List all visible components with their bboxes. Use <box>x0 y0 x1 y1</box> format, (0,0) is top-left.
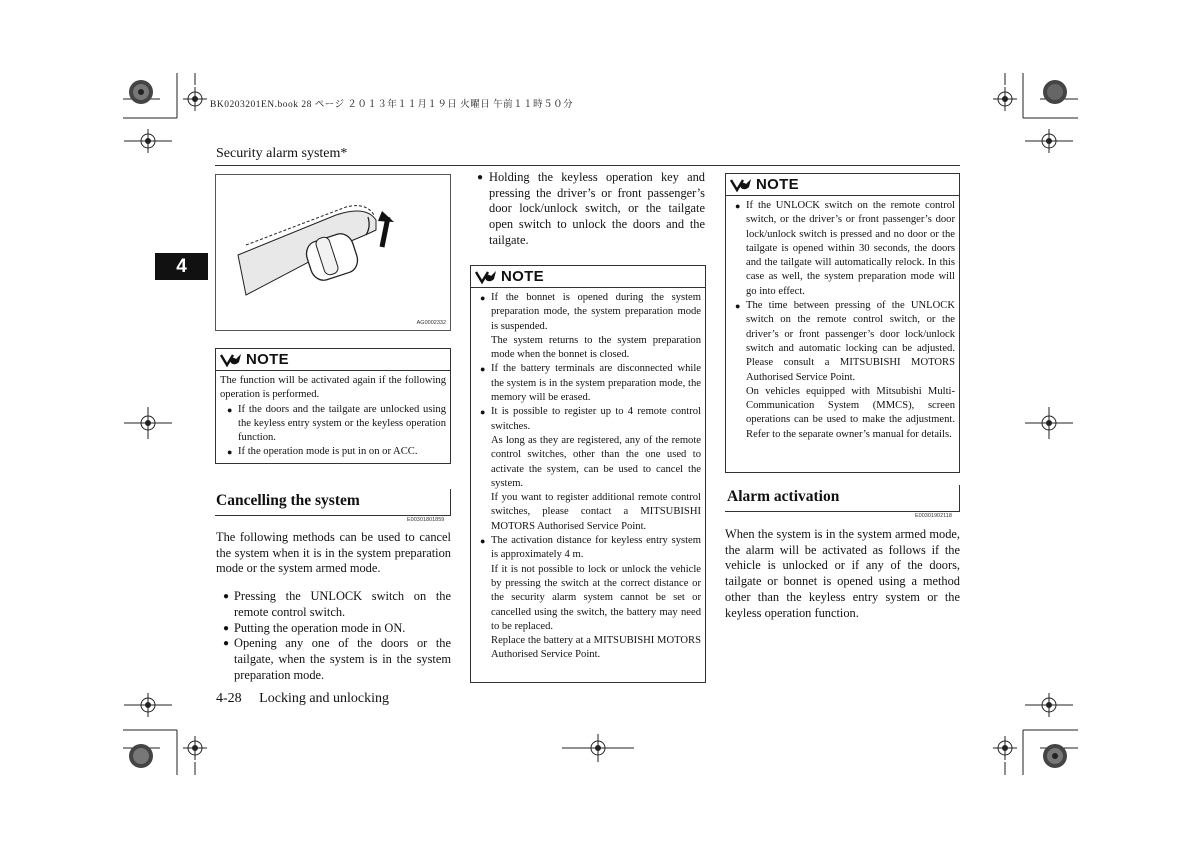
heading-rule <box>959 485 960 511</box>
note-item: ● The activation distance for keyless entry system is approximately 4 m. <box>480 534 701 563</box>
note-item: ● If the battery terminals are disconnected while the system is in the system preparation mode, the memory will be erased. <box>480 362 701 405</box>
note-extra: As long as they are registered, any of the remote control switches, other than the one used to activate the system, can be used to cancel the system. <box>491 434 701 489</box>
header-rule <box>215 165 960 166</box>
note-item: ● If the bonnet is opened during the system preparation mode, the system preparation mode is suspended. <box>480 291 701 334</box>
note-title: NOTE <box>501 268 544 285</box>
note-item: ● If the doors and the tailgate are unlocked using the keyless entry system or the keyless operation function. <box>227 403 446 446</box>
chapter-tab: 4 <box>155 253 208 280</box>
page-section-title: Security alarm system* <box>216 146 348 161</box>
heading-underline <box>215 515 451 516</box>
cancel-method: ● Holding the keyless operation key and pressing the driver’s or front passenger’s door lock/unlock switch, or the tailgate open switch to unlock the doors and the tailgate. <box>477 170 705 249</box>
note-extra: Replace the battery at a MITSUBISHI MOTORS Authorised Service Point. <box>491 635 701 661</box>
page-number: 4-28 <box>216 691 242 706</box>
heading-underline <box>725 511 960 512</box>
note-box-right <box>725 173 960 473</box>
middle-top-text <box>477 170 705 249</box>
note-body <box>471 288 705 665</box>
note-title: NOTE <box>246 351 289 368</box>
note-extra: If it is not possible to lock or unlock the vehicle by pressing the switch at the correct distance or the security alarm system cannot be set or cancelled using the switch, the battery may need to be replaced. <box>491 563 701 632</box>
note-extra: The system returns to the system preparation mode when the bonnet is closed. <box>491 334 701 361</box>
cancel-method: ● Opening any one of the doors or the tailgate, when the system is in the system preparation mode. <box>216 636 451 683</box>
note-header <box>726 174 959 196</box>
note-item: ● It is possible to register up to 4 remote control switches. <box>480 405 701 434</box>
section-code: E00301801859 <box>407 517 445 523</box>
door-handle-illustration <box>216 175 450 330</box>
note-item: ● If the UNLOCK switch on the remote control switch, or the driver’s or front passenger’s door lock/unlock switch is pressed and no door or the tailgate is opened within 30 seconds, the doors and the tailgate will automatically relock. In this case as well, the system preparation mode will go into effect. <box>735 199 955 299</box>
hand-check-icon <box>474 269 498 285</box>
heading-rule <box>450 489 451 515</box>
note-header <box>216 349 450 371</box>
section-code: E00301902118 <box>915 513 952 519</box>
figure-code: AG0002332 <box>416 320 446 326</box>
note-title: NOTE <box>756 176 799 193</box>
cancel-method: ● Pressing the UNLOCK switch on the remote control switch. <box>216 589 451 620</box>
note-body <box>216 371 450 462</box>
note-extra: If you want to register additional remote control switches, please contact a MITSUBISHI MOTORS Authorised Service Point. <box>491 492 701 532</box>
note-item: ● The time between pressing of the UNLOCK switch on the remote control switch, or the driver’s or front passenger’s door lock/unlock switch and automatic locking can be adjusted. Please consult a MITSUBISHI MOTORS Authorised Service Point. <box>735 299 955 385</box>
hand-check-icon <box>729 177 753 193</box>
book-info: BK0203201EN.book 28 ページ ２０１３年１１月１９日 火曜日 午前１１時５０分 <box>210 100 574 110</box>
illustration-door-handle <box>215 174 451 331</box>
note-intro: The function will be activated again if the following operation is performed. <box>220 375 446 401</box>
note-extra: On vehicles equipped with Mitsubishi Multi-Communication System (MMCS), screen operations can be used to make the adjustment. Refer to the separate owner’s manual for details. <box>746 385 955 440</box>
hand-check-icon <box>219 352 243 368</box>
page-footer <box>216 691 389 707</box>
heading-alarm-activation: Alarm activation <box>727 488 840 505</box>
cancelling-body <box>216 530 451 683</box>
note-box-left <box>215 348 451 464</box>
alarm-body: When the system is in the system armed mode, the alarm will be activated as follows if the vehicle is unlocked or if any of the doors, tailgate or bonnet is opened using a method other than the keyless entry system or the keyless operation function. <box>725 527 960 620</box>
cancelling-intro: The following methods can be used to cancel the system when it is in the system preparation mode or the system armed mode. <box>216 530 451 576</box>
chapter-title: Locking and unlocking <box>259 691 390 706</box>
note-body <box>726 196 959 444</box>
heading-cancelling: Cancelling the system <box>216 492 360 509</box>
note-header <box>471 266 705 288</box>
cancel-method: ● Putting the operation mode in ON. <box>216 621 451 637</box>
note-box-middle <box>470 265 706 683</box>
note-item: ● If the operation mode is put in on or ACC. <box>227 445 446 459</box>
